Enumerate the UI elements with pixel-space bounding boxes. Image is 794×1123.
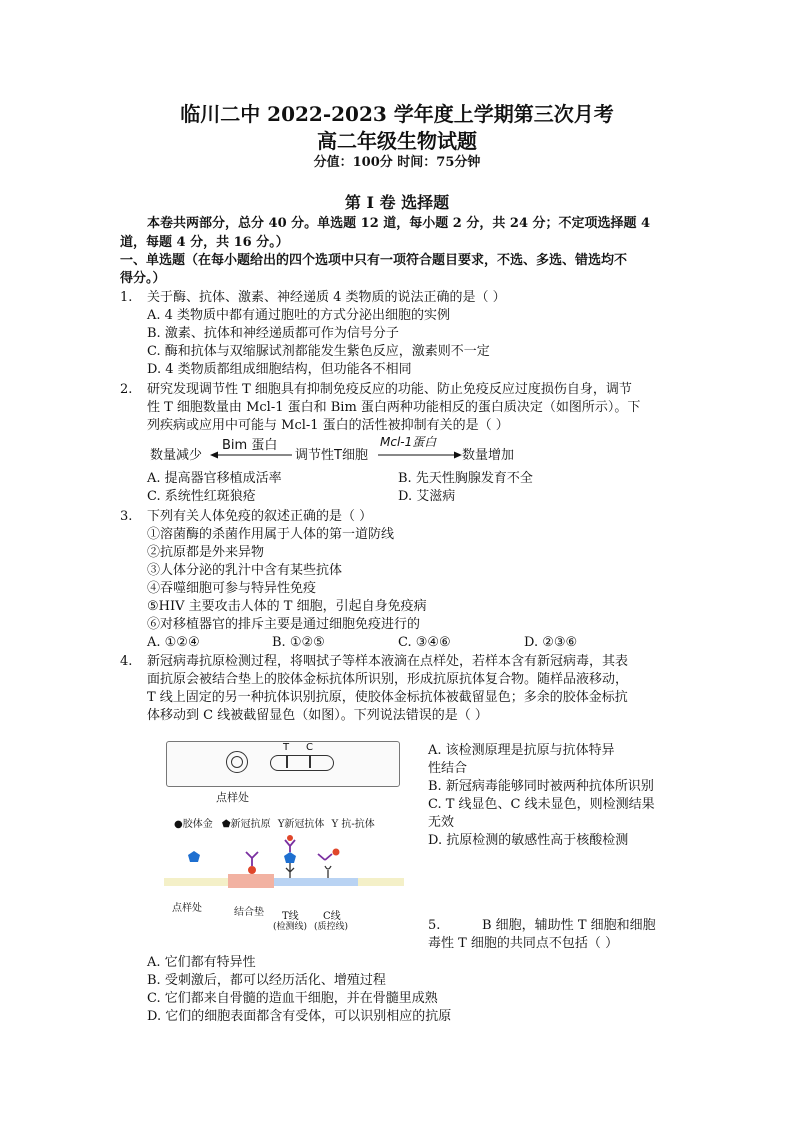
section-note-line1: 本卷共两部分，总分 40 分。单选题 12 道，每小题 2 分，共 24 分；不定项选择题 4 [147, 216, 651, 231]
q1-number: 1. [120, 290, 133, 305]
q2-line3: 列疾病或应用中可能与 Mcl-1 蛋白的活性被抑制有关的是（ ） [147, 418, 509, 433]
q2-option-b: B. 先天性胸腺发育不全 [398, 471, 533, 486]
q2-diagram-center: 调节性T细胞 [295, 448, 368, 463]
q2-diagram-arrow-right-label: Mcl-1蛋白 [380, 435, 437, 449]
test-strip-diagram [160, 830, 422, 900]
q3-number: 3. [120, 509, 133, 524]
q1-option-d: D. 4 类物质都组成细胞结构，但功能各不相同 [147, 362, 412, 377]
sample-point-label: 点样处 [216, 791, 249, 804]
q3-statement-6: ⑥对移植器官的排斥主要是通过细胞免疫进行的 [147, 617, 421, 632]
q3-statement-5: ⑤HIV 主要攻击人体的 T 细胞，引起自身免疫病 [147, 599, 427, 614]
q4-figure [160, 735, 422, 932]
q4-line1: 新冠病毒抗原检测过程，将咽拭子等样本液滴在点样处，若样本含有新冠病毒，其表 [147, 654, 629, 669]
q5-line1: B 细胞，辅助性 T 细胞和细胞 [482, 918, 656, 933]
q2-diagram-right: 数量增加 [462, 448, 515, 463]
q4-line4: 体移动到 C 线被截留显色（如图）。下列说法错误的是（ ） [147, 708, 488, 723]
t-line-mark [286, 756, 288, 768]
q3-statement-2: ②抗原都是外来异物 [147, 545, 265, 560]
q3-option-b: B. ①②⑤ [272, 635, 325, 650]
legend-antigen: ⬟新冠抗原 [221, 819, 271, 830]
c-line-label: C线 [323, 911, 341, 922]
q4-line2: 面抗原会被结合垫上的胶体金标抗体所识别，形成抗原抗体复合物。随样品液移动， [147, 672, 629, 687]
q4-option-c-line2: 无效 [428, 815, 455, 830]
q4-option-a-line1: A. 该检测原理是抗原与抗体特异 [428, 743, 615, 758]
t-line-complex-icon [284, 835, 296, 878]
strip-pad-label: 结合垫 [234, 907, 264, 918]
result-window [270, 755, 334, 771]
c-line-mark [309, 756, 311, 768]
q5-line2: 毒性 T 细胞的共同点不包括（ ） [428, 936, 619, 951]
section-note-line2: 道，每题 4 分，共 16 分。） [120, 235, 289, 250]
sample-well-inner [231, 756, 243, 768]
q1-option-c: C. 酶和抗体与双缩脲试剂都能发生紫色反应，激素则不一定 [147, 344, 490, 359]
score-time: 分值：100分 时间：75分钟 [313, 155, 481, 170]
c-line-complex-icon [318, 849, 340, 879]
c-label: C [306, 742, 313, 753]
c-line-sub-label: (质控线) [314, 922, 349, 932]
part1-heading-line2: 得分。） [120, 271, 166, 286]
section-title: 第 Ⅰ 卷 选择题 [344, 193, 450, 212]
q4-number: 4. [120, 654, 133, 669]
membrane [274, 878, 358, 886]
q2-option-d: D. 艾滋病 [398, 489, 456, 504]
part1-heading-line1: 一、单选题（在每小题给出的四个选项中只有一项符合题目要求，不选、多选、错选均不 [120, 253, 628, 268]
q5-option-d: D. 它们的细胞表面都含有受体，可以识别相应的抗原 [147, 1009, 452, 1024]
strip-sample-label: 点样处 [172, 903, 202, 914]
q5-option-c: C. 它们都来自骨髓的造血干细胞，并在骨髓里成熟 [147, 991, 438, 1006]
q2-line1: 研究发现调节性 T 细胞具有抑制免疫反应的功能、防止免疫反应过度损伤自身，调节 [147, 382, 632, 397]
q1-stem: 关于酶、抗体、激素、神经递质 4 类物质的说法正确的是（ ） [147, 290, 506, 305]
q4-option-a-line2: 性结合 [428, 761, 468, 776]
q2-diagram-arrow-left-label: Bim 蛋白 [222, 438, 278, 453]
q2-option-c: C. 系统性红斑狼疮 [147, 489, 256, 504]
q1-option-a: A. 4 类物质中都有通过胞吐的方式分泌出细胞的实例 [147, 308, 451, 323]
page-title: 临川二中 2022-2023 学年度上学期第三次月考 [180, 102, 614, 126]
conjugate-pad [228, 874, 274, 888]
q5-number: 5. [428, 918, 441, 933]
page-subtitle: 高二年级生物试题 [317, 129, 477, 153]
q3-option-d: D. ②③⑥ [524, 635, 578, 650]
t-line-sub-label: (检测线) [273, 922, 308, 932]
q3-statement-3: ③人体分泌的乳汁中含有某些抗体 [147, 563, 343, 578]
t-line-label: T线 [282, 911, 299, 922]
free-antigen-icon [188, 851, 200, 862]
q3-option-a: A. ①②④ [147, 635, 200, 650]
q2-line2: 性 T 细胞数量由 Mcl-1 蛋白和 Bim 蛋白两种功能相反的蛋白质决定（如图所示）。下 [147, 400, 641, 415]
q3-statement-1: ①溶菌酶的杀菌作用属于人体的第一道防线 [147, 527, 395, 542]
q5-option-b: B. 受刺激后，都可以经历活化、增殖过程 [147, 973, 386, 988]
q5-option-a: A. 它们都有特异性 [147, 955, 256, 970]
t-label: T [283, 742, 290, 753]
arrow-left-icon [210, 450, 294, 460]
legend [174, 815, 375, 830]
q2-option-a: A. 提高器官移植成活率 [147, 471, 282, 486]
q4-option-c-line1: C. T 线显色、C 线未显色，则检测结果 [428, 797, 655, 812]
gold-antibody-icon [246, 852, 258, 874]
q2-number: 2. [120, 382, 133, 397]
q4-line3: T 线上固定的另一种抗体识别抗原，使胶体金标抗体被截留显色；多余的胶体金标抗 [147, 690, 628, 705]
legend-gold: ●胶体金 [174, 819, 213, 830]
arrow-right-icon [376, 450, 462, 460]
q3-option-c: C. ③④⑥ [398, 635, 451, 650]
legend-antibody: Y新冠抗体 [277, 819, 325, 830]
q3-statement-4: ④吞噬细胞可参与特异性免疫 [147, 581, 317, 596]
q4-option-d: D. 抗原检测的敏感性高于核酸检测 [428, 833, 629, 848]
q4-option-b: B. 新冠病毒能够同时被两种抗体所识别 [428, 779, 654, 794]
legend-anti-antibody: Y 抗-抗体 [331, 819, 375, 830]
q2-diagram-left: 数量减少 [150, 448, 203, 463]
q3-stem: 下列有关人体免疫的叙述正确的是（ ） [147, 509, 373, 524]
q1-option-b: B. 激素、抗体和神经递质都可作为信号分子 [147, 326, 399, 341]
